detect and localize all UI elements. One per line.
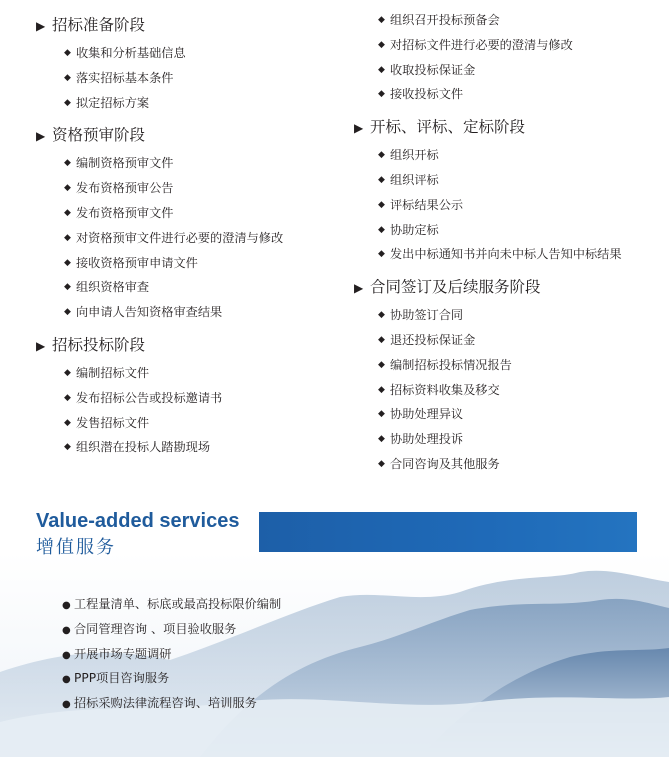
triangle-icon: ▶: [354, 121, 364, 136]
stage-title: 开标、评标、定标阶段: [370, 118, 526, 137]
diamond-icon: ◆: [64, 232, 71, 243]
list-item: ◆ 接收资格预审申请文件: [36, 251, 336, 276]
list-item: ◆ 接收投标文件: [354, 82, 664, 107]
list-item: ◆ 落实招标基本条件: [36, 66, 336, 91]
diamond-icon: ◆: [64, 97, 71, 108]
diamond-icon: ◆: [64, 417, 71, 428]
diamond-icon: ◆: [378, 334, 385, 345]
stage-heading: [36, 332, 336, 358]
list-item: ◆ 评标结果公示: [354, 193, 664, 218]
diamond-icon: ◆: [64, 207, 71, 218]
stage-title: 合同签订及后续服务阶段: [370, 278, 541, 297]
diamond-icon: ◆: [64, 158, 71, 169]
bullet-icon: ●: [62, 699, 71, 711]
diamond-icon: ◆: [378, 15, 385, 25]
list-item: ● PPP项目咨询服务: [62, 666, 281, 691]
diamond-icon: ◆: [64, 392, 71, 403]
diamond-icon: ◆: [378, 384, 385, 395]
list-item: ◆ 对招标文件进行必要的澄清与修改: [354, 33, 664, 58]
list-item: ◆ 退还投标保证金: [354, 328, 664, 353]
list-item: ◆ 组织潜在投标人踏勘现场: [36, 435, 336, 460]
list-item: ◆ 发售招标文件: [36, 411, 336, 436]
stage-heading: [36, 12, 336, 38]
list-item: ◆ 发布资格预审公告: [36, 176, 336, 201]
right-column: [354, 0, 664, 477]
triangle-icon: ▶: [36, 338, 46, 353]
left-column: [36, 0, 336, 460]
list-item: ◆ 协助处理投诉: [354, 427, 664, 452]
list-item: ◆ 向申请人告知资格审查结果: [36, 300, 336, 325]
list-item: ◆ 组织召开投标预备会: [354, 8, 664, 33]
triangle-icon: ▶: [36, 129, 46, 144]
list-item: ◆ 发布资格预审文件: [36, 201, 336, 226]
section-title-cn: 增值服务: [36, 537, 116, 558]
diamond-icon: ◆: [378, 458, 385, 469]
diamond-icon: ◆: [64, 442, 71, 453]
list-item: ● 招标采购法律流程咨询、培训服务: [62, 691, 281, 716]
list-item: ◆ 拟定招标方案: [36, 91, 336, 116]
diamond-icon: ◆: [64, 183, 71, 194]
diamond-icon: ◆: [378, 150, 385, 161]
diamond-icon: ◆: [378, 249, 385, 260]
list-item: ● 合同管理咨询 、项目验收服务: [62, 617, 281, 642]
list-item: ● 工程量清单、标底或最高投标限价编制: [62, 592, 281, 617]
stage-title: 招标准备阶段: [52, 16, 146, 34]
list-item: ● 开展市场专题调研: [62, 642, 281, 667]
diamond-icon: ◆: [64, 282, 71, 293]
diamond-icon: ◆: [378, 434, 385, 445]
list-item: ◆ 组织资格审查: [36, 275, 336, 300]
stage-title: 资格预审阶段: [52, 126, 146, 145]
bullet-icon: ●: [62, 674, 71, 686]
stage-title: 招标投标阶段: [52, 335, 146, 354]
list-item: ◆ 对资格预审文件进行必要的澄清与修改: [36, 226, 336, 251]
list-item: ◆ 协助签订合同: [354, 303, 664, 328]
triangle-icon: ▶: [36, 19, 46, 33]
list-item: ◆ 收集和分析基础信息: [36, 41, 336, 66]
stage-heading: [36, 122, 336, 148]
bullet-icon: ●: [62, 624, 71, 636]
diamond-icon: ◆: [378, 359, 385, 370]
stage-section: [354, 114, 664, 267]
value-added-list: [62, 592, 281, 716]
diamond-icon: ◆: [378, 409, 385, 420]
section-title-en: Value-added services: [36, 510, 240, 532]
bullet-icon: ●: [62, 600, 71, 611]
list-item: ◆ 编制招标文件: [36, 361, 336, 386]
stage-continuation: [354, 8, 664, 107]
list-item: ◆ 发布招标公告或投标邀请书: [36, 386, 336, 411]
stage-section: [36, 332, 336, 460]
list-item: ◆ 招标资料收集及移交: [354, 378, 664, 403]
list-item: ◆ 协助处理异议: [354, 402, 664, 427]
triangle-icon: ▶: [354, 281, 364, 296]
list-item: ◆ 组织开标: [354, 143, 664, 168]
diamond-icon: ◆: [64, 367, 71, 378]
diamond-icon: ◆: [64, 48, 71, 58]
diamond-icon: ◆: [378, 64, 385, 75]
diamond-icon: ◆: [378, 174, 385, 185]
list-item: ◆ 组织评标: [354, 168, 664, 193]
diamond-icon: ◆: [378, 39, 385, 50]
list-item: ◆ 编制资格预审文件: [36, 151, 336, 176]
list-item: ◆ 合同咨询及其他服务: [354, 452, 664, 477]
stage-section: [354, 274, 664, 477]
stage-section: [36, 12, 336, 115]
diamond-icon: ◆: [64, 72, 71, 83]
list-item: ◆ 收取投标保证金: [354, 58, 664, 83]
diamond-icon: ◆: [378, 310, 385, 321]
stage-heading: [354, 114, 664, 140]
list-item: ◆ 编制招标投标情况报告: [354, 353, 664, 378]
diamond-icon: ◆: [378, 224, 385, 235]
list-item: ◆ 协助定标: [354, 218, 664, 243]
bullet-icon: ●: [62, 649, 71, 661]
stage-heading: [354, 274, 664, 300]
diamond-icon: ◆: [378, 89, 385, 100]
list-item: ◆ 发出中标通知书并向未中标人告知中标结果: [354, 242, 664, 267]
diamond-icon: ◆: [64, 307, 71, 318]
title-bar: [259, 512, 637, 552]
diamond-icon: ◆: [378, 199, 385, 210]
diamond-icon: ◆: [64, 257, 71, 268]
stage-section: [36, 122, 336, 325]
